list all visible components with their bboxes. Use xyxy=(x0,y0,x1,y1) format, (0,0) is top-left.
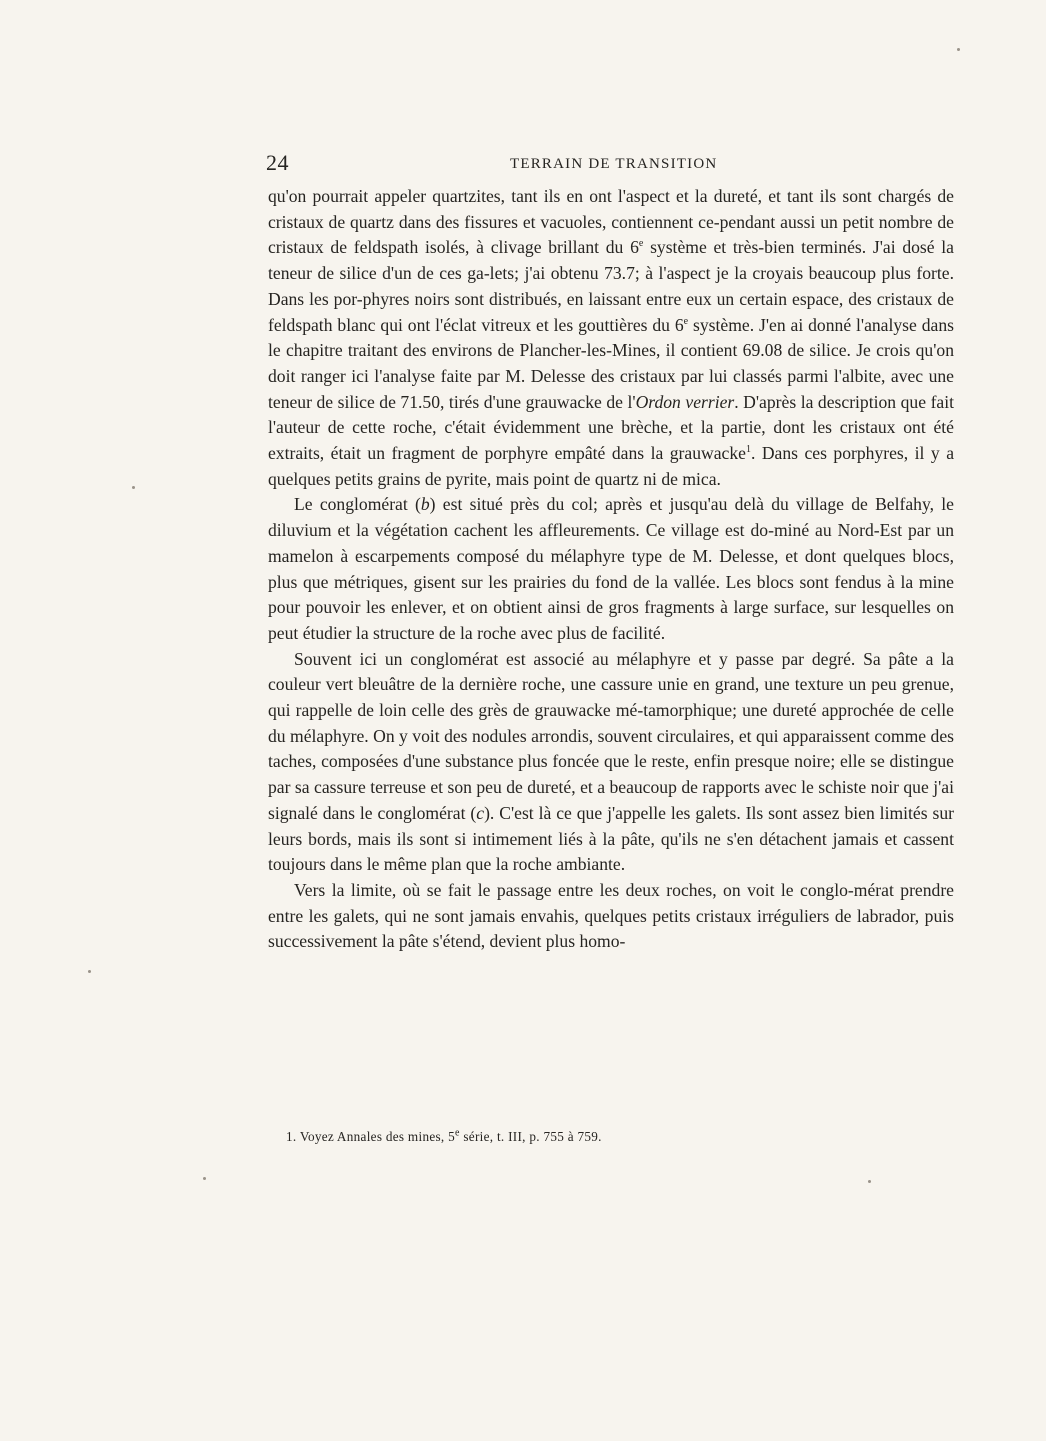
footnote-reference: 1 xyxy=(745,444,751,456)
body-text xyxy=(268,184,954,955)
paragraph-4: Vers la limite, où se fait le passage entre les deux roches, on voit le conglo-mérat prendre entre les galets, qui ne sont jamais envahis, quelques petits cristaux irréguliers de labrador, puis successivement la pâte s'étend, devient plus homo- xyxy=(268,879,954,952)
paragraph-2: Le conglomérat (b) est situé près du col; après et jusqu'au delà du village de Belfahy, le diluvium et la végétation cachent les affleurements. Ce village est do-miné au Nord-Est par un mamelon à escarpements composé du mélaphyre type de M. Delesse, et dont quelques blocs, plus que métriques, gisent sur les prairies du fond de la vallée. Les blocs sont fendus à la mine pour pouvoir les enlever, et on obtient ainsi de gros fragments à large surface, sur lesquelles on peut étudier la structure de la roche avec plus de facilité. xyxy=(268,494,954,643)
paragraph-3: Souvent ici un conglomérat est associé au mélaphyre et y passe par degré. Sa pâte a la couleur vert bleuâtre de la dernière roche, une cassure unie en grand, une texture un peu grenue, qui rappelle de loin celle des grès de grauwacke mé-tamorphique; une dureté approchée de celle du mélaphyre. On y voit des nodules arrondis, souvent circulaires, et qui apparaissent comme des taches, composées d'une substance plus foncée que le reste, enfin presque noire; elle se distingue par sa cassure terreuse et son peu de dureté, et a beaucoup de rapports avec le schiste noir que j'ai signalé dans le conglomérat (c). C'est là ce que j'appelle les galets. Ils sont assez bien limités sur leurs bords, mais ils sont si intimement liés à la pâte, qu'ils ne s'en détachent jamais et cassent toujours dans le même plan que la roche ambiante. xyxy=(268,648,954,875)
paper-speck xyxy=(957,48,960,51)
paragraph-1: qu'on pourrait appeler quartzites, tant ils en ont l'aspect et la dureté, et tant ils sont chargés de cristaux de quartz dans des fissures et vacuoles, contiennent ce-pendant aussi un petit nombre de cristaux de feldspath isolés, à clivage brillant du 6e système et très-bien terminés. J'ai dosé la teneur de silice d'un de ces ga-lets; j'ai obtenu 73.7; à l'aspect je la croyais beaucoup plus forte. Dans les por-phyres noirs sont distribués, en laissant entre eux un certain espace, des cristaux de feldspath blanc qui ont l'éclat vitreux et les gouttières du 6e système. J'en ai donné l'analyse dans le chapitre traitant des environs de Plancher-les-Mines, il contient 69.08 de silice. Je crois qu'on doit ranger ici l'analyse faite par M. Delesse des cristaux par lui classés parmi l'albite, avec une teneur de silice de 71.50, tirés d'une grauwacke de l'Ordon verrier. D'après la description que fait l'auteur de cette roche, c'était évidemment une brèche, et la partie, dont les cristaux ont été extraits, était un fragment de porphyre empâté dans la grauwacke$^1$. Dans ces porphyres, il y a quelques petits grains de pyrite, mais point de quartz ni de mica. xyxy=(268,186,955,489)
footnote: 1. Voyez Annales des mines, 5e série, t. III, p. 755 à 759. xyxy=(286,1127,602,1144)
page-number: 24 xyxy=(266,150,289,175)
paper-speck xyxy=(132,486,135,489)
paper-speck xyxy=(203,1177,206,1180)
paper-speck xyxy=(88,970,91,973)
running-title: TERRAIN DE TRANSITION xyxy=(510,156,718,172)
paper-speck xyxy=(868,1180,871,1183)
page-header xyxy=(266,150,954,180)
